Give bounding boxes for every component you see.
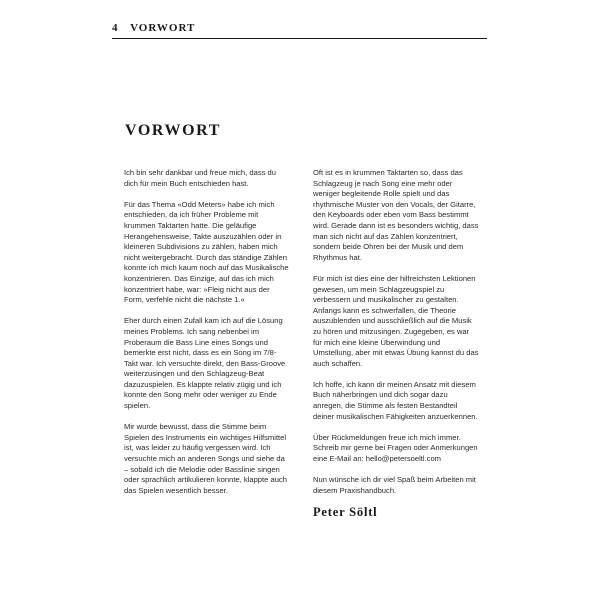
paragraph: Für das Thema «Odd Meters» habe ich mich entschieden, da ich früher Probleme mit krummen Taktarten hatte. Die geläufige Herangehensweise, Takte auszuzählen oder in kleineren Subdivisions zu zählen, haben mich nicht weitergebracht. Durch das ständige Zählen konnte ich mich kaum noch auf das Musikalische konzentrieren. Das Einzige, auf das ich mich konzentriert habe, war: »Fleig nicht aus der Form, verfehle nicht die nächste 1.« bbox=[124, 199, 289, 305]
paragraph: Ich hoffe, ich kann dir meinen Ansatz mit diesem Buch näherbringen und dich sogar dazu anregen, die Stimme als festen Bestandteil deiner musikalischen Fähigkeiten anzuerkennen. bbox=[313, 379, 478, 421]
author-signature: Peter Söltl bbox=[313, 505, 378, 519]
paragraph: Nun wünsche ich dir viel Spaß beim Arbeiten mit diesem Praxishandbuch. bbox=[313, 475, 476, 495]
chapter-title: VORWORT bbox=[125, 122, 221, 139]
running-head bbox=[112, 22, 195, 34]
header-rule bbox=[112, 38, 487, 39]
paragraph: Für mich ist dies eine der hilfreichsten Lektionen gewesen, um mein Schlagzeugspiel zu verbessern und musikalischer zu gestalten. Anfangs kann es schwerfallen, die Theorie auszublenden und ausschließlich auf die Musik zu hören und mitzusingen. Zugegeben, es war für mich eine kleine Überwindung und Umstellung, aber mit etwas Übung kannst du das auch schaffen. bbox=[313, 273, 479, 368]
paragraph: Über Rückmeldungen freue ich mich immer. Schreib mir gerne bei Fragen oder Anmerkungen eine E-Mail an: hello@petersoeltl.com bbox=[313, 432, 478, 464]
paragraph: Eher durch einen Zufall kam ich auf die Lösung meines Problems. Ich sang nebenbei im Proberaum die Bass Line eines Songs und bemerkte erst nicht, dass es ein Song im 7/8-Takt war. Ich versuchte direkt, den Bass-Groove weiterzusingen und den Schlagzeug-Beat dazuzuspielen. Es klappte relativ zügig und ich konnte den Song mehr oder weniger zu Ende spielen. bbox=[124, 316, 286, 411]
right-column bbox=[313, 168, 479, 518]
paragraph: Oft ist es in krummen Taktarten so, dass das Schlagzeug je nach Song eine mehr oder weniger begleitende Rolle spielt und das rhythmische Muster von den Vocals, der Gitarre, den Keyboards oder eben vom Bass bestimmt wird. Gerade dann ist es besonders wichtig, dass man sich nicht auf das Zählen konzentriert, sondern beide Ohren bei der Musik und dem Rhythmus hat. bbox=[313, 168, 479, 262]
page-number: 4 bbox=[112, 22, 119, 34]
running-title: VORWORT bbox=[130, 22, 196, 34]
paragraph: Mir wurde bewusst, dass die Stimme beim Spielen des Instruments ein wichtiges Hilfsmittel ist, was leider zu häufig vergessen wird. Ich versuchte mich an anderen Songs und siehe da – sobald ich die Melodie oder Basslinie singen oder sprachlich artikulieren konnte, klappte auch das Spielen wesentlich besser. bbox=[124, 422, 287, 495]
left-column bbox=[124, 168, 290, 507]
paragraph: Ich bin sehr dankbar und freue mich, dass du dich für mein Buch entschieden hast. bbox=[124, 168, 276, 188]
